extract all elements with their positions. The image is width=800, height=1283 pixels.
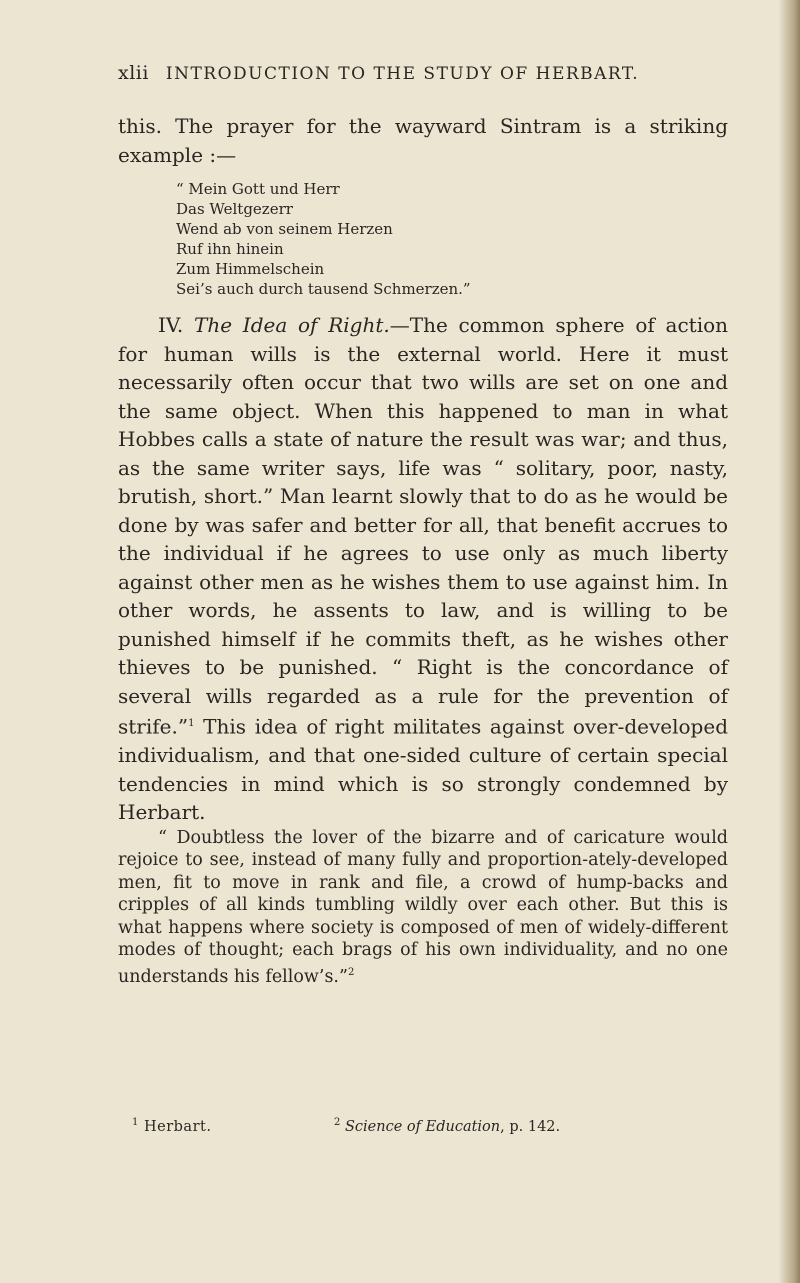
section-text: —The common sphere of action for human wills is the external world. Here it must necessarily often occur that two wills are set on one and the same object. When this happened to man in what Hobbes calls a state of nature the result was war; and thus, as the same writer says, life was “ solitary, poor, nasty, brutish, short.” Man learnt slowly that to do as he would be done by was safer and better for all, that benefit accrues to the individual if he agrees to use only as much liberty against other men as he wishes them to use against him. In other words, he assents to law, and is willing to be punished himself if he commits theft, as he wishes other thieves to be punished. “ Right is the concordance of several wills regarded as a rule for the prevention of strife.”	[118, 313, 729, 739]
footnote-1	[132, 1117, 211, 1135]
page-number: xlii	[118, 62, 149, 84]
quote-text: “ Doubtless the lover of the bizarre and of caricature would rejoice to see, instead of many fully and proportion-ately-developed men, fit to move in rank and file, a crowd of hump-backs and cripples of all kinds tumbling wildly over each other. But this is what happens where society is composed of men of widely-different modes of thought; each brags of his own individuality, and no one understands his fellow’s.”	[118, 827, 728, 987]
footnote-mark: 1	[132, 1117, 139, 1128]
footnote-book-title: Science of Education	[344, 1118, 501, 1135]
poem-line: Sei’s auch durch tausend Schmerzen.”	[176, 280, 471, 298]
footnote-mark: 2	[334, 1117, 341, 1128]
page-body	[118, 112, 728, 988]
poem-block	[176, 179, 728, 299]
footnote-ref-2: 2	[347, 966, 355, 978]
poem-line: Ruf ihn hinein	[176, 240, 284, 258]
footnote-2	[334, 1117, 560, 1135]
poem-line: Das Weltgezerr	[176, 200, 293, 218]
section-paragraph	[118, 311, 728, 827]
section-number: IV.	[158, 313, 184, 337]
intro-paragraph: this. The prayer for the wayward Sintram is a striking example :—	[118, 114, 728, 167]
running-title: INTRODUCTION TO THE STUDY OF HERBART.	[165, 64, 640, 84]
block-quote	[118, 827, 728, 988]
poem-line: Zum Himmelschein	[176, 260, 325, 278]
footnote-ref-1: 1	[188, 718, 195, 729]
page-edge-shadow	[778, 0, 800, 1283]
section-title: The Idea of Right.	[193, 313, 390, 337]
footnote-text: Herbart.	[143, 1118, 212, 1135]
running-header	[118, 62, 728, 84]
poem-line: “ Mein Gott und Herr	[176, 180, 340, 198]
footnote-text: , p. 142.	[500, 1118, 561, 1135]
poem-line: Wend ab von seinem Herzen	[176, 220, 393, 238]
section-text-continued: This idea of right militates against over-developed individualism, and that one-sided culture of certain special tendencies in mind which is so strongly condemned by Herbart.	[118, 714, 728, 825]
